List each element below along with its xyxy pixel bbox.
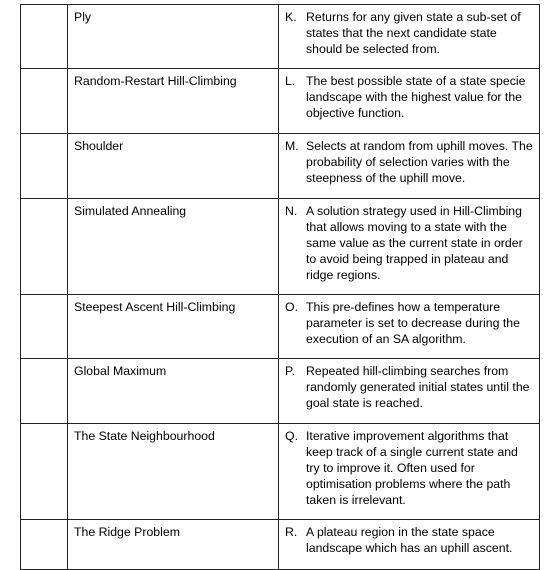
definition-letter: N. [285,204,298,218]
table-row [21,520,540,570]
definition-letter: L. [285,74,296,88]
term-cell: Ply [68,5,279,69]
definition-cell [279,295,540,359]
definition-letter: O. [285,300,298,314]
definition-letter: Q. [285,429,298,443]
definition-letter: K. [285,10,297,24]
definition-cell [279,5,540,69]
definition-text: Iterative improvement algorithms that keep track of a single current state and try to improve it. Often used for optimisation problems where the path taken is irrelevant. [306,429,518,507]
definition-cell [279,520,540,570]
definition-letter: M. [285,139,299,153]
term-cell: The State Neighbourhood [68,424,279,520]
answer-cell [21,199,68,295]
definition-text: A plateau region in the state space landscape which has an uphill ascent. [306,525,513,555]
term-cell: The Ridge Problem [68,520,279,570]
definition-cell [279,134,540,199]
definition-text: A solution strategy used in Hill-Climbing that allows moving to a state with the same value as the current state in order to avoid being trapped in plateau and ridge regions. [306,204,523,282]
definition-cell [279,359,540,424]
definition-letter: R. [285,525,298,539]
answer-cell [21,359,68,424]
term-cell: Random-Restart Hill-Climbing [68,69,279,134]
definition-cell [279,199,540,295]
definition-text: This pre-defines how a temperature parameter is set to decrease during the execution of an SA algorithm. [306,300,520,346]
table-row [21,424,540,520]
answer-cell [21,5,68,69]
definition-text: Repeated hill-climbing searches from randomly generated initial states until the goal state is reached. [306,364,530,410]
answer-cell [21,520,68,570]
table-row [21,69,540,134]
term-cell: Shoulder [68,134,279,199]
table-row [21,359,540,424]
table-row [21,5,540,69]
definition-letter: P. [285,364,296,378]
definition-cell [279,69,540,134]
definition-text: Selects at random from uphill moves. The probability of selection varies with the steepness of the uphill move. [306,139,533,185]
term-cell: Simulated Annealing [68,199,279,295]
term-cell: Steepest Ascent Hill-Climbing [68,295,279,359]
definition-text: The best possible state of a state specie landscape with the highest value for the objective function. [306,74,526,120]
definition-cell [279,424,540,520]
answer-cell [21,295,68,359]
table-row [21,199,540,295]
matching-table [20,4,540,570]
definition-text: Returns for any given state a sub-set of states that the next candidate state should be selected from. [306,10,521,56]
answer-cell [21,134,68,199]
table-row [21,295,540,359]
term-cell: Global Maximum [68,359,279,424]
table-row [21,134,540,199]
answer-cell [21,69,68,134]
answer-cell [21,424,68,520]
